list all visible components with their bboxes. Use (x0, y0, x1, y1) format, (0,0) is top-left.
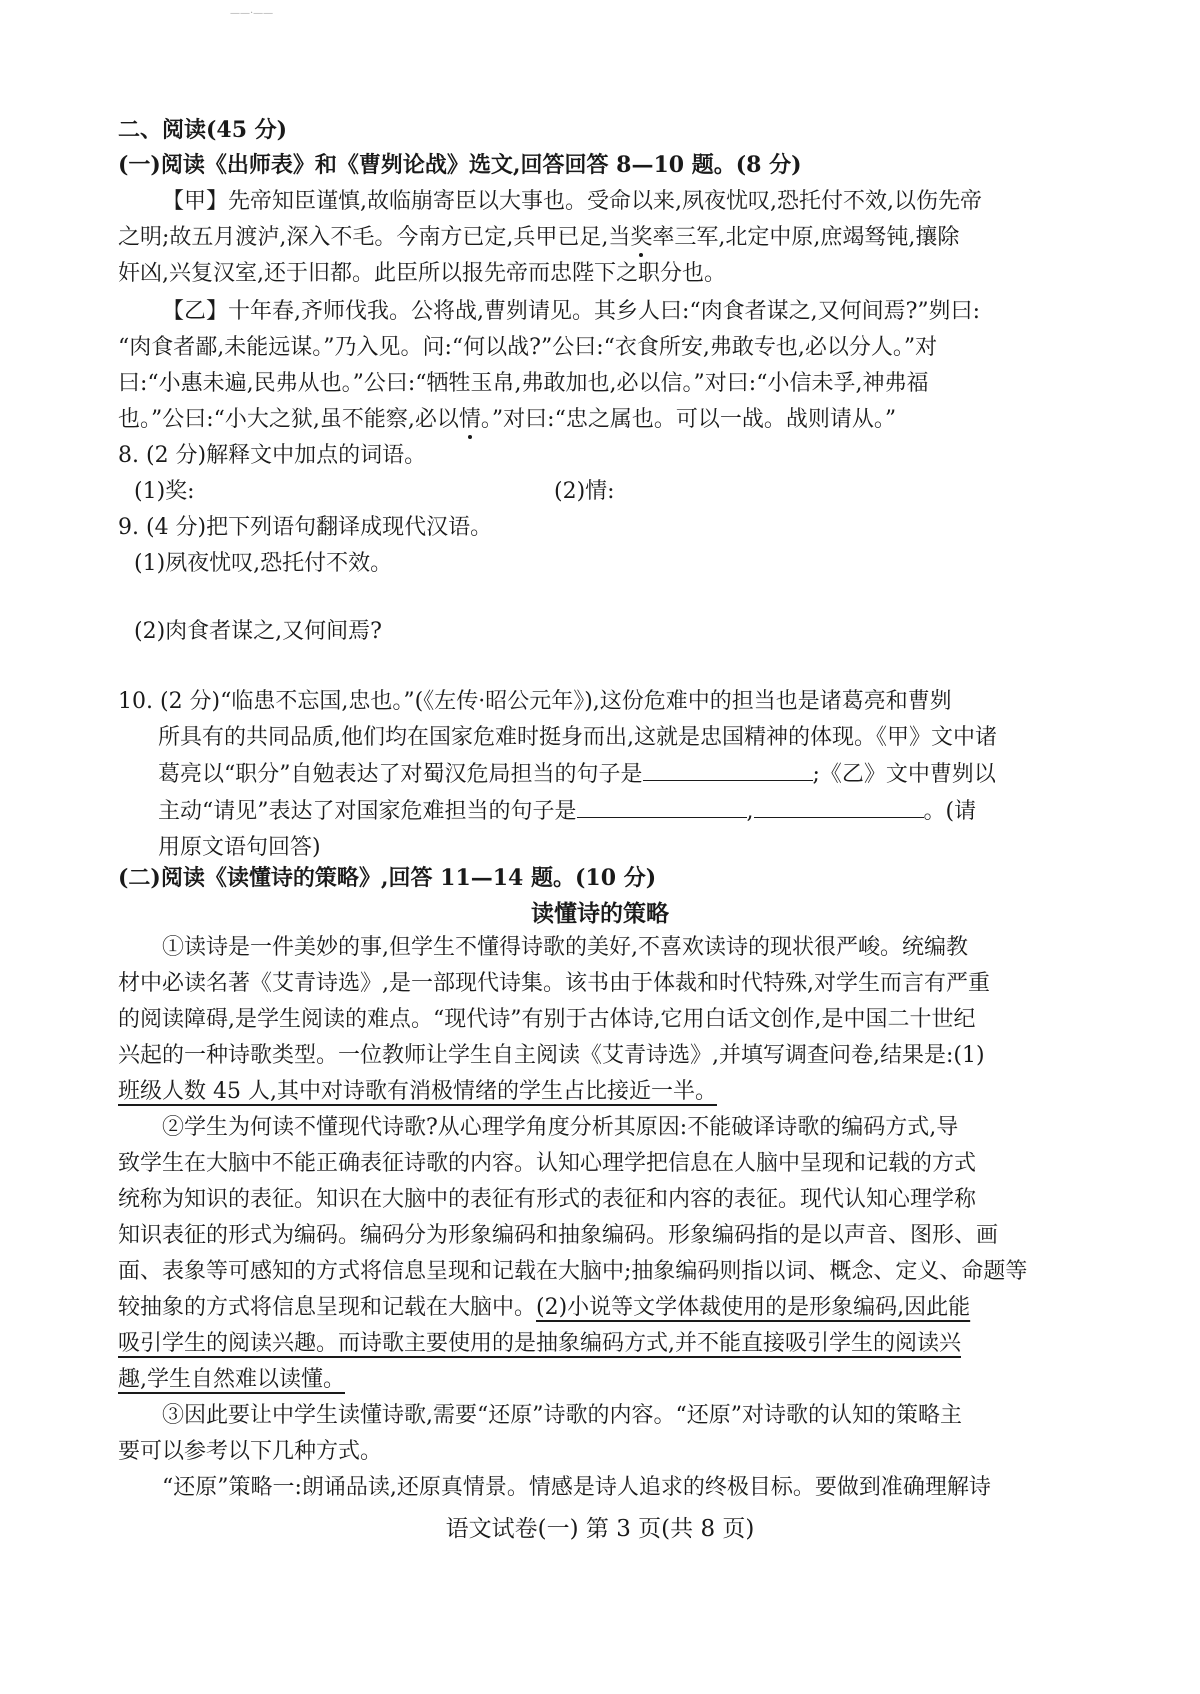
p2-line-2: 致学生在大脑中不能正确表征诗歌的内容。认知心理学把信息在人脑中呈现和记载的方式 (118, 1151, 977, 1176)
q10-line-5: 用原文语句回答) (158, 835, 321, 860)
p2-line-5: 面、表象等可感知的方式将信息呈现和记载在大脑中;抽象编码则指以词、概念、定义、命题等 (118, 1259, 1028, 1284)
p1-line-2: 材中必读名著《艾青诗选》,是一部现代诗集。该书由于体裁和时代特殊,对学生而言有严重 (118, 971, 990, 996)
part1-heading: (一)阅读《出师表》和《曹刿论战》选文,回答回答 8—10 题。(8 分) (118, 152, 802, 178)
p2-line-1: ②学生为何读不懂现代诗歌?从心理学角度分析其原因:不能破译诗歌的编码方式,导 (162, 1115, 959, 1140)
p2-line-4: 知识表征的形式为编码。编码分为形象编码和抽象编码。形象编码指的是以声音、图形、画 (118, 1223, 999, 1248)
question-9: 9. (4 分)把下列语句翻译成现代汉语。 (118, 515, 493, 540)
paragraph-3 (118, 1398, 1098, 1470)
p2-line-3: 统称为知识的表征。知识在大脑中的表征有形式的表征和内容的表征。现代认知心理学称 (118, 1187, 977, 1212)
answer-blank-3[interactable] (754, 793, 924, 818)
p3-line-1: ③因此要让中学生读懂诗歌,需要“还原”诗歌的内容。“还原”对诗歌的认知的策略主 (162, 1403, 962, 1428)
jia-line-1: 【甲】先帝知臣谨慎,故临崩寄臣以大事也。受命以来,夙夜忧叹,恐托付不效,以伤先帝 (162, 189, 982, 214)
q10-line-4: 主动“请见”表达了对国家危难担当的句子是 , 。(请 (118, 793, 1098, 830)
q8-item-1: (1)奖: (134, 479, 195, 504)
passage-jia (118, 184, 1098, 292)
question-8-answers (118, 474, 1098, 510)
jia-line-2: 之明;故五月渡泸,深入不毛。今南方已定,兵甲已足,当奖率三军,北定中原,庶竭驽钝,攘除 (118, 225, 960, 250)
article-title: 读懂诗的策略 (531, 900, 669, 927)
paragraph-2 (118, 1110, 1098, 1398)
p2-line-8-underlined: 趣,学生自然难以读懂。 (118, 1367, 345, 1392)
question-10 (118, 684, 1098, 866)
answer-blank-1[interactable] (643, 756, 813, 781)
answer-blank-2[interactable] (577, 793, 747, 818)
paragraph-4 (118, 1470, 1098, 1506)
q10-line-3: 葛亮以“职分”自勉表达了对蜀汉危局担当的句子是 ;《乙》文中曹刿以 (118, 756, 1098, 793)
p2-line-7-underlined: 吸引学生的阅读兴趣。而诗歌主要使用的是抽象编码方式,并不能直接吸引学生的阅读兴 (118, 1331, 961, 1356)
jia-line-3: 奸凶,兴复汉室,还于旧都。此臣所以报先帝而忠陛下之职分也。 (118, 261, 726, 286)
section-heading: 二、阅读(45 分) (118, 117, 288, 143)
q8-item-2: (2)情: (554, 479, 615, 504)
q9-item-2: (2)肉食者谋之,又何间焉? (134, 619, 382, 644)
part2-heading: (二)阅读《读懂诗的策略》,回答 11—14 题。(10 分) (118, 865, 657, 891)
yi-line-2: “肉食者鄙,未能远谋。”乃入见。问:“何以战?”公曰:“衣食所安,弗敢专也,必以分人。”对 (118, 335, 938, 360)
p4-line-1: “还原”策略一:朗诵品读,还原真情景。情感是诗人追求的终极目标。要做到准确理解诗 (162, 1475, 991, 1500)
yi-line-4: 也。”公曰:“小大之狱,虽不能察,必以情。”对曰:“忠之属也。可以一战。战则请从。” (118, 407, 897, 432)
yi-line-3: 曰:“小惠未遍,民弗从也。”公曰:“牺牲玉帛,弗敢加也,必以信。”对曰:“小信未孚,神弗福 (118, 371, 929, 396)
page-footer: 语文试卷(一) 第 3 页(共 8 页) (445, 1516, 755, 1542)
p1-line-4: 兴起的一种诗歌类型。一位教师让学生自主阅读《艾青诗选》,并填写调查问卷,结果是:(1) (118, 1043, 985, 1068)
q10-line-1: 10. (2 分)“临患不忘国,忠也。”(《左传·昭公元年》),这份危难中的担当也是诸葛亮和曹刿 (118, 689, 952, 714)
p2-line-6: 较抽象的方式将信息呈现和记载在大脑中。(2)小说等文学体裁使用的是形象编码,因此能 (118, 1295, 971, 1320)
paragraph-1 (118, 930, 1098, 1110)
p1-line-3: 的阅读障碍,是学生阅读的难点。“现代诗”有别于古体诗,它用白话文创作,是中国二十世纪 (118, 1007, 976, 1032)
header-mark: ——·—— (230, 8, 274, 19)
passage-yi (118, 294, 1098, 438)
p1-line-1: ①读诗是一件美妙的事,但学生不懂得诗歌的美好,不喜欢读诗的现状很严峻。统编教 (162, 935, 968, 960)
q9-item-1: (1)夙夜忧叹,恐托付不效。 (134, 551, 393, 576)
q10-line-2: 所具有的共同品质,他们均在国家危难时挺身而出,这就是忠国精神的体现。《甲》文中诸 (158, 725, 997, 750)
yi-line-1: 【乙】十年春,齐师伐我。公将战,曹刿请见。其乡人曰:“肉食者谋之,又何间焉?”刿曰: (162, 299, 981, 324)
p1-line-5-underlined: 班级人数 45 人,其中对诗歌有消极情绪的学生占比接近一半。 (118, 1079, 717, 1104)
question-8: 8. (2 分)解释文中加点的词语。 (118, 443, 427, 468)
underlined-sentence-2: (2)小说等文学体裁使用的是形象编码,因此能 (536, 1295, 971, 1320)
p3-line-2: 要可以参考以下几种方式。 (118, 1439, 383, 1464)
dotted-word-qing: 情 (458, 407, 481, 432)
dotted-word-jiang: 奖 (630, 225, 653, 250)
